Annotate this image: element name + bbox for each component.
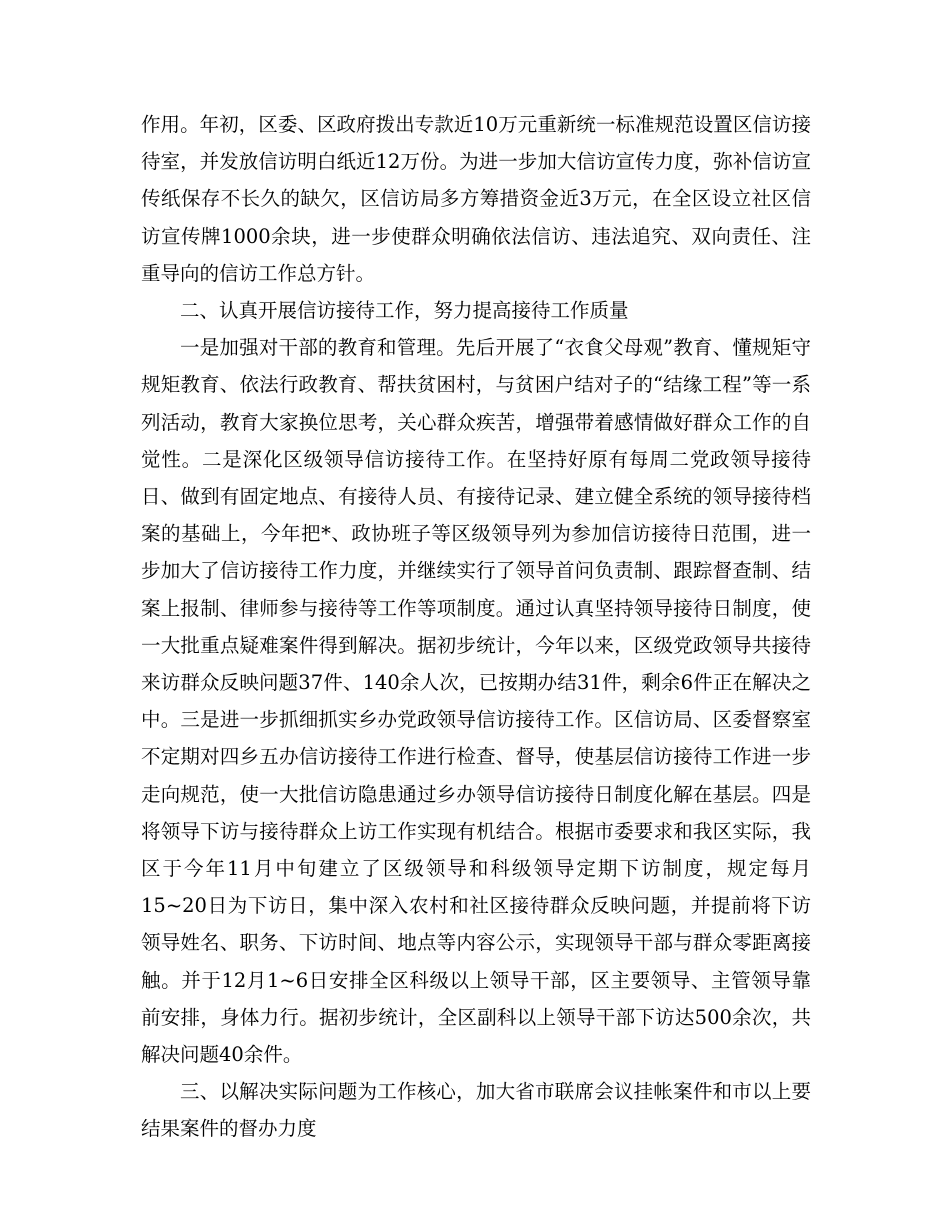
section-heading-two: 二、认真开展信访接待工作，努力提高接待工作质量 [180, 299, 629, 323]
document-body [141, 106, 811, 1148]
paragraph-reception-work: 一是加强对干部的教育和管理。先后开展了“衣食父母观”教育、懂规矩守规矩教育、依法行政教育、帮扶贫困村，与贫困户结对子的“结缘工程”等一系列活动，教育大家换位思考，关心群众疾苦，增强带着感情做好群众工作的自觉性。二是深化区级领导信访接待工作。在坚持好原有每周二党政领导接待日、做到有固定地点、有接待人员、有接待记录、建立健全系统的领导接待档案的基础上，今年把*、政协班子等区级领导列为参加信访接待日范围，进一步加大了信访接待工作力度，并继续实行了领导首问负责制、跟踪督查制、结案上报制、律师参与接待等工作等项制度。通过认真坚持领导接待日制度，使一大批重点疑难案件得到解决。据初步统计，今年以来，区级党政领导共接待来访群众反映问题37件、140余人次，已按期办结31件，剩余6件正在解决之中。三是进一步抓细抓实乡办党政领导信访接待工作。区信访局、区委督察室不定期对四乡五办信访接待工作进行检查、督导，使基层信访接待工作进一步走向规范，使一大批信访隐患通过乡办领导信访接待日制度化解在基层。四是将领导下访与接待群众上访工作实现有机结合。根据市委要求和我区实际，我区于今年11月中旬建立了区级领导和科级领导定期下访制度，规定每月15~20日为下访日，集中深入农村和社区接待群众反映问题，并提前将下访领导姓名、职务、下访时间、地点等内容公示，实现领导干部与群众零距离接触。并于12月1~6日安排全区科级以上领导干部，区主要领导、主管领导靠前安排，身体力行。据初步统计，全区副科以上领导干部下访达500余次，共解决问题40余件。 [141, 336, 811, 1067]
paragraph-continuation: 作用。年初，区委、区政府拨出专款近10万元重新统一标准规范设置区信访接待室，并发放信访明白纸近12万份。为进一步加大信访宣传力度，弥补信访宣传纸保存不长久的缺欠，区信访局多方筹措资金近3万元，在全区设立社区信访宣传牌1000余块，进一步使群众明确依法信访、违法追究、双向责任、注重导向的信访工作总方针。 [141, 113, 811, 285]
section-heading-three: 三、以解决实际问题为工作核心，加大省市联席会议挂帐案件和市以上要结果案件的督办力度 [141, 1080, 811, 1141]
